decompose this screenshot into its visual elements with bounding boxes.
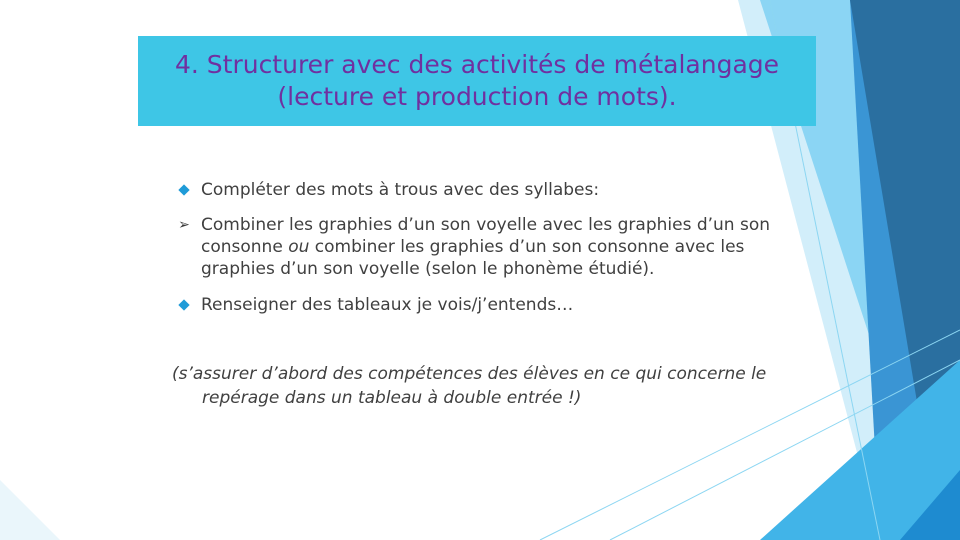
bullet-text-emphasis: ou bbox=[288, 237, 310, 257]
diamond-bullet-icon bbox=[176, 179, 192, 201]
bullet-item-3 bbox=[176, 294, 796, 316]
bullet-item-1 bbox=[176, 179, 796, 201]
slide-title-line-2: (lecture et production de mots). bbox=[277, 82, 677, 111]
deco-left-bottom bbox=[0, 480, 60, 540]
note-paragraph bbox=[172, 362, 812, 410]
slide-title-line-1: 4. Structurer avec des activités de métalangage bbox=[174, 50, 780, 79]
bullet-text-segment: consonne bbox=[201, 237, 289, 257]
bullet-text-line: Combiner les graphies d’un son voyelle avec les graphies d’un son bbox=[201, 215, 771, 235]
bullet-text: Compléter des mots à trous avec des syllabes: bbox=[201, 180, 600, 200]
diamond-bullet-icon bbox=[176, 294, 192, 316]
note-line-1: (s’assurer d’abord des compétences des élèves en ce qui concerne le bbox=[172, 364, 767, 384]
title-box bbox=[138, 36, 816, 126]
bullet-text: Renseigner des tableaux je vois/j’entends… bbox=[201, 295, 574, 315]
bullet-text-segment: combiner les graphies d’un son consonne avec les bbox=[309, 237, 745, 257]
bullet-item-2 bbox=[176, 214, 796, 280]
bullet-text-line: graphies d’un son voyelle (selon le phonème étudié). bbox=[201, 259, 655, 279]
bullet-text bbox=[201, 214, 796, 280]
arrow-bullet-icon: ➢ bbox=[178, 217, 190, 233]
note-line-2: repérage dans un tableau à double entrée !) bbox=[202, 388, 582, 408]
